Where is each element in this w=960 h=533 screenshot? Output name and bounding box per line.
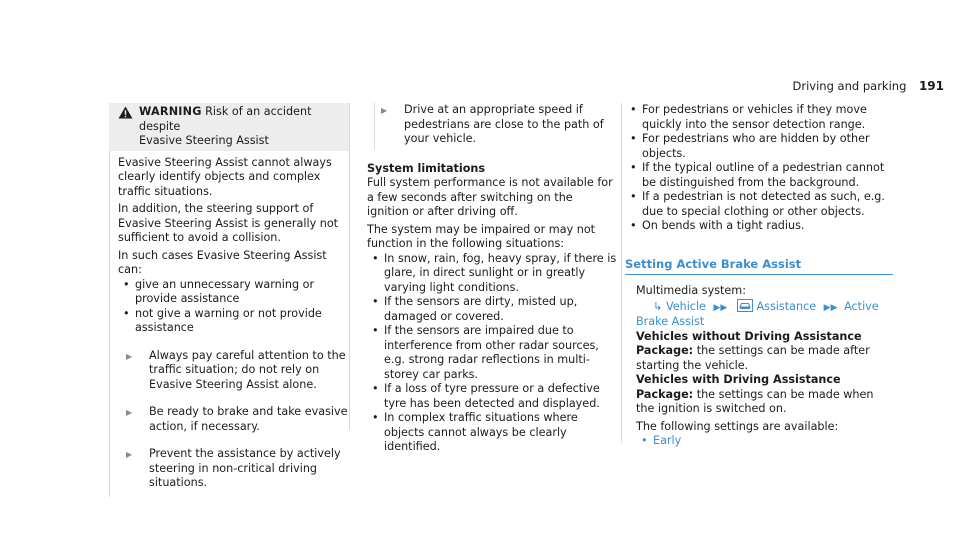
- action-step: [118, 349, 349, 393]
- limitations-bullet-list: [367, 252, 617, 455]
- list-item: • not give a warning or not provide assistance: [118, 307, 349, 336]
- limitations-paragraph-1: Full system performance is not available for a few seconds after switching on the ignition or after driving off.: [367, 176, 613, 218]
- warning-title-line2: Evasive Steering Assist: [139, 134, 269, 147]
- list-item: • If the sensors are impaired due to interference from other radar sources, e.g. strong radar reflections in multi-storey car parks.: [367, 324, 617, 382]
- action-text: Always pay careful attention to the traffic situation; do not rely on Evasive Steering Assist alone.: [149, 348, 346, 391]
- system-limitations: [352, 162, 617, 455]
- action-text: Drive at an appropriate speed if pedestrians are close to the path of your vehicle.: [404, 103, 604, 145]
- without-package-text: the settings can be made after starting the vehicle.: [636, 344, 870, 372]
- warning-header: [109, 103, 349, 151]
- action-box: [374, 103, 609, 150]
- without-package-heading: Vehicles without Driving Assistance Package:: [636, 329, 862, 357]
- column-3: [625, 103, 893, 449]
- warning-triangle-icon: [118, 106, 133, 119]
- menu-label: Multimedia system:: [636, 284, 746, 297]
- double-chevron-icon: ▶▶: [713, 302, 728, 313]
- action-arrow-icon: ▶: [126, 450, 133, 459]
- list-item: • If the sensors are dirty, misted up, damaged or covered.: [367, 295, 617, 324]
- menu-brake-assist: Brake Assist: [636, 315, 705, 328]
- system-limitations-heading: System limitations: [367, 161, 486, 175]
- page-header: [793, 79, 944, 95]
- action-arrow-icon: ▶: [126, 351, 133, 361]
- list-item: • give an unnecessary warning or provide assistance: [118, 278, 349, 307]
- warning-bullet-list: [118, 278, 349, 336]
- menu-active: Active: [844, 299, 879, 313]
- action-step: [375, 103, 609, 147]
- action-text: Prevent the assistance by actively steering in non-critical driving situations.: [149, 447, 341, 489]
- list-item: • If the typical outline of a pedestrian cannot be distinguished from the background.: [625, 161, 893, 190]
- list-item: • On bends with a tight radius.: [625, 219, 893, 234]
- double-chevron-icon: ▶▶: [823, 302, 838, 313]
- column-divider: [349, 103, 350, 430]
- settings-list: [636, 434, 893, 449]
- column-1: [109, 103, 349, 497]
- page-number: 191: [918, 79, 944, 93]
- limitations-paragraph-2: The system may be impaired or may not function in the following situations:: [367, 222, 596, 250]
- warning-body: [109, 151, 349, 497]
- warning-paragraph-3: In such cases Evasive Steering Assist can:: [118, 248, 327, 276]
- list-item: • If a loss of tyre pressure or a defective tyre has been detected and displayed.: [367, 382, 617, 411]
- car-settings-icon: [737, 299, 753, 312]
- warning-word: WARNING: [139, 105, 202, 118]
- action-arrow-icon: ▶: [126, 408, 133, 417]
- section-heading: Setting Active Brake Assist: [625, 257, 893, 276]
- list-item: • In snow, rain, fog, heavy spray, if there is glare, in direct sunlight or in greatly varying light conditions.: [367, 252, 617, 296]
- menu-vehicle: Vehicle: [665, 299, 706, 313]
- setting-early: • Early: [636, 434, 893, 449]
- list-item: • For pedestrians or vehicles if they move quickly into the sensor detection range.: [625, 103, 893, 132]
- column-divider: [621, 103, 622, 443]
- setting-instructions: [625, 284, 893, 449]
- list-item: • For pedestrians who are hidden by other objects.: [625, 132, 893, 161]
- action-arrow-icon: ▶: [381, 106, 388, 115]
- menu-assistance: Assistance: [756, 299, 817, 313]
- action-text: Be ready to brake and take evasive action, if necessary.: [149, 405, 348, 433]
- menu-path: [636, 299, 893, 316]
- menu-return-arrow-icon: ↳: [653, 299, 663, 313]
- action-step: [118, 405, 349, 434]
- column-2: [352, 103, 617, 455]
- list-item: • In complex traffic situations where objects cannot always be clearly identified.: [367, 411, 617, 455]
- with-package-heading: Vehicles with Driving Assistance Package:: [636, 373, 841, 401]
- warning-title: Risk of an accident despite: [139, 105, 312, 133]
- with-package-text: the settings can be made when the ignition is switched on.: [636, 387, 874, 415]
- action-step: [118, 447, 349, 491]
- settings-intro: The following settings are available:: [636, 419, 839, 433]
- warning-paragraph-2: In addition, the steering support of Evasive Steering Assist is generally not sufficient to avoid a collision.: [118, 202, 339, 244]
- section-name: Driving and parking: [792, 79, 907, 93]
- limitations-bullet-list-continued: [625, 103, 893, 234]
- list-item: • If a pedestrian is not detected as such, e.g. due to special clothing or other objects.: [625, 190, 893, 219]
- warning-paragraph-1: Evasive Steering Assist cannot always clearly identify objects and complex traffic situations.: [118, 155, 332, 198]
